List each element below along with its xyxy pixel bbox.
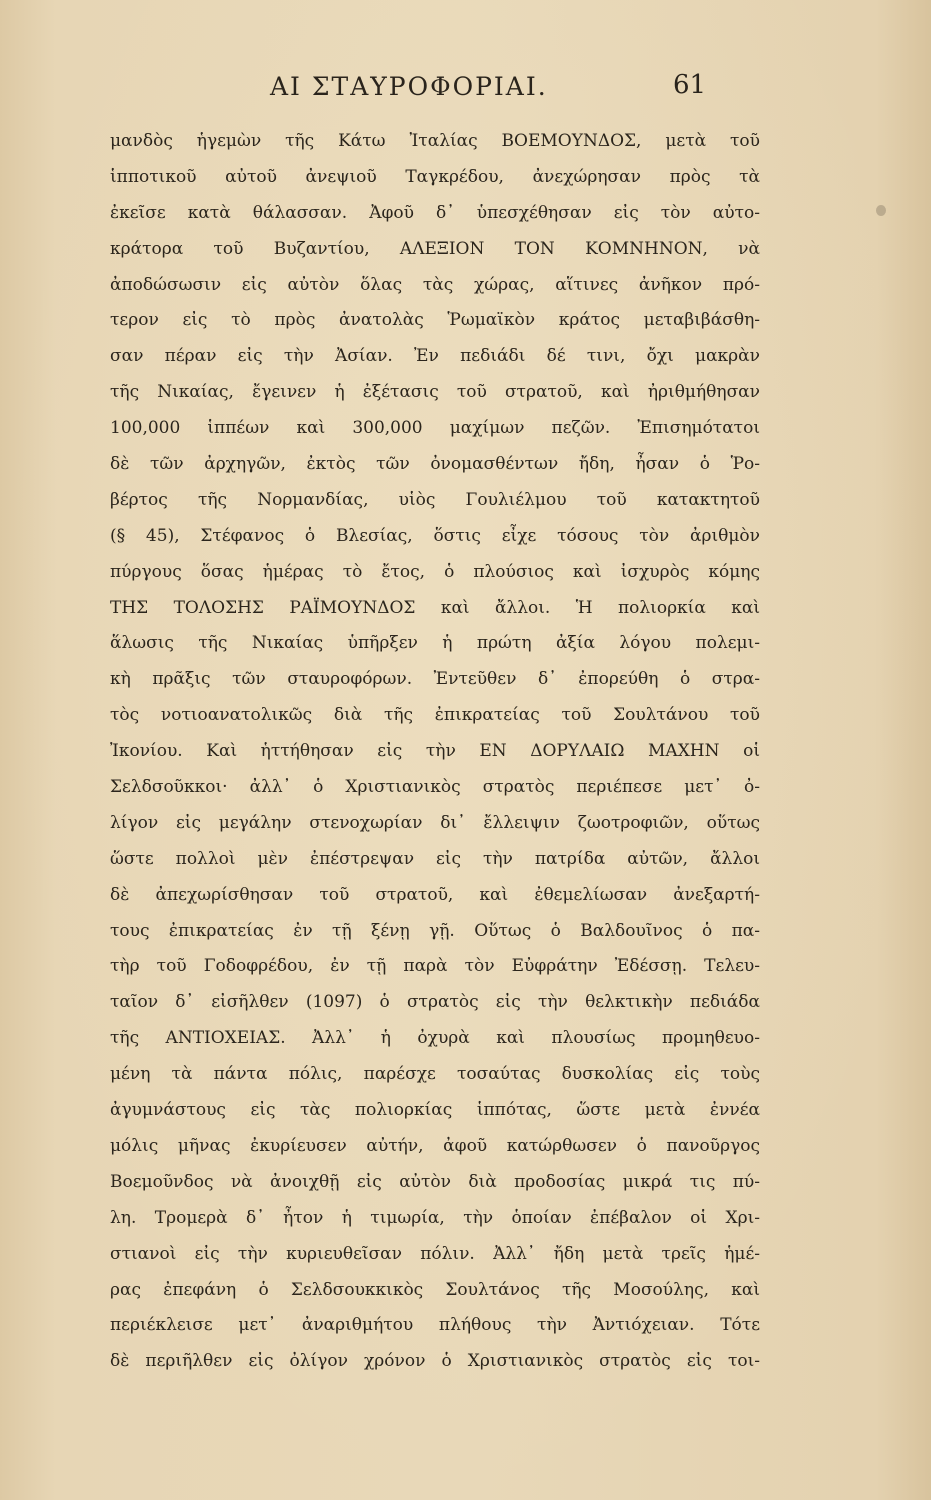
text-line: σαν πέραν εἰς τὴν Ἀσίαν. Ἐν πεδιάδι δέ τινι, ὄχι μακρὰν [110,346,760,367]
text-line: λίγον εἰς μεγάλην στενοχωρίαν δι᾽ ἔλλειψιν ζωοτροφιῶν, οὕτως [110,812,760,833]
text-line: μόλις μῆνας ἐκυρίευσεν αὐτήν, ἀφοῦ κατώρθωσεν ὁ πανοῦργος [110,1135,760,1156]
text-line: ἅλωσις τῆς Νικαίας ὑπῆρξεν ἡ πρώτη ἀξία λόγου πολεμι- [110,633,760,654]
text-line: μένη τὰ πάντα πόλις, παρέσχε τοσαύτας δυσκολίας εἰς τοὺς [110,1064,760,1085]
text-line: μανδὸς ἡγεμὼν τῆς Κάτω Ἰταλίας ΒΟΕΜΟΥΝΔΟΣ, μετὰ τοῦ [110,131,760,151]
text-line: τῆς Νικαίας, ἔγεινεν ἡ ἐξέτασις τοῦ στρατοῦ, καὶ ἠριθμήθησαν [110,382,760,403]
running-title: ΑΙ ΣΤΑΥΡΟΦΟΡΙΑΙ. [270,72,548,101]
page-header [0,72,931,112]
text-line: Ἰκονίου. Καὶ ἡττήθησαν εἰς τὴν ΕΝ ΔΟΡΥΛΑΙΩ ΜΑΧΗΝ οἱ [110,741,760,762]
text-line: τερον εἰς τὸ πρὸς ἀνατολὰς Ῥωμαϊκὸν κράτος μεταβιβάσθη- [110,310,760,331]
text-line: ΤΗΣ ΤΟΛΟΣΗΣ ΡΑΪΜΟΥΝΔΟΣ καὶ ἄλλοι. Ἡ πολιορκία καὶ [110,597,760,618]
text-line: 100,000 ἱππέων καὶ 300,000 μαχίμων πεζῶν. Ἐπισημότατοι [110,418,760,439]
text-line: στιανοὶ εἰς τὴν κυριευθεῖσαν πόλιν. Ἀλλ᾽ ἤδη μετὰ τρεῖς ἡμέ- [110,1243,760,1264]
text-line: (§ 45), Στέφανος ὁ Βλεσίας, ὅστις εἶχε τόσους τὸν ἀριθμὸν [110,525,760,546]
text-line: ἐκεῖσε κατὰ θάλασσαν. Ἀφοῦ δ᾽ ὑπεσχέθησαν εἰς τὸν αὐτο- [110,202,760,223]
text-line: τὸς νοτιοανατολικῶς διὰ τῆς ἐπικρατείας τοῦ Σουλτάνου τοῦ [110,705,760,726]
text-line: τῆς ΑΝΤΙΟΧΕΙΑΣ. Ἀλλ᾽ ἡ ὀχυρὰ καὶ πλουσίως προμηθευο- [110,1028,760,1049]
text-line: δὲ τῶν ἀρχηγῶν, ἐκτὸς τῶν ὀνομασθέντων ἤδη, ἦσαν ὁ Ῥο- [110,454,760,475]
text-line: τὴρ τοῦ Γοδοφρέδου, ἐν τῇ παρὰ τὸν Εὐφράτην Ἐδέσσῃ. Τελευ- [110,956,760,977]
text-line: πύργους ὅσας ἡμέρας τὸ ἔτος, ὁ πλούσιος καὶ ἰσχυρὸς κόμης [110,561,760,582]
text-line: δὲ ἀπεχωρίσθησαν τοῦ στρατοῦ, καὶ ἐθεμελίωσαν ἀνεξαρτή- [110,884,760,905]
text-line: Βοεμοῦνδος νὰ ἀνοιχθῇ εἰς αὐτὸν διὰ προδοσίας μικρά τις πύ- [110,1171,760,1192]
text-line: ὥστε πολλοὶ μὲν ἐπέστρεψαν εἰς τὴν πατρίδα αὐτῶν, ἄλλοι [110,848,760,869]
text-line: λη. Τρομερὰ δ᾽ ἦτον ἡ τιμωρία, τὴν ὁποίαν ἐπέβαλον οἱ Χρι- [110,1207,760,1228]
text-line: ἱπποτικοῦ αὐτοῦ ἀνεψιοῦ Ταγκρέδου, ἀνεχώρησαν πρὸς τὰ [110,166,760,187]
text-line: ἀποδώσωσιν εἰς αὐτὸν ὅλας τὰς χώρας, αἵτινες ἀνῆκον πρό- [110,274,760,295]
text-line: κὴ πρᾶξις τῶν σταυροφόρων. Ἐντεῦθεν δ᾽ ἐπορεύθη ὁ στρα- [110,669,760,690]
text-line: Σελδσοῦκκοι· ἀλλ᾽ ὁ Χριστιανικὸς στρατὸς περιέπεσε μετ᾽ ὀ- [110,777,760,798]
text-line: βέρτος τῆς Νορμανδίας, υἱὸς Γουλιέλμου τοῦ κατακτητοῦ [110,489,760,510]
text-line: περιέκλεισε μετ᾽ ἀναριθμήτου πλήθους τὴν Ἀντιόχειαν. Τότε [110,1315,760,1336]
ink-spot [876,205,886,216]
text-line: τους ἐπικρατείας ἐν τῇ ξένῃ γῇ. Οὕτως ὁ Βαλδουῖνος ὁ πα- [110,920,760,941]
text-line: ρας ἐπεφάνη ὁ Σελδσουκκικὸς Σουλτάνος τῆς Μοσούλης, καὶ [110,1279,760,1300]
text-line: ταῖον δ᾽ εἰσῆλθεν (1097) ὁ στρατὸς εἰς τὴν θελκτικὴν πεδιάδα [110,992,760,1013]
body-text [110,124,760,1380]
page-number: 61 [673,70,707,100]
text-line: κράτορα τοῦ Βυζαντίου, ΑΛΕΞΙΟΝ ΤΟΝ ΚΟΜΝΗΝΟΝ, νὰ [110,238,760,259]
text-line: ἀγυμνάστους εἰς τὰς πολιορκίας ἱππότας, ὥστε μετὰ ἐννέα [110,1100,760,1121]
text-line: δὲ περιῆλθεν εἰς ὀλίγον χρόνον ὁ Χριστιανικὸς στρατὸς εἰς τοι- [110,1351,760,1372]
